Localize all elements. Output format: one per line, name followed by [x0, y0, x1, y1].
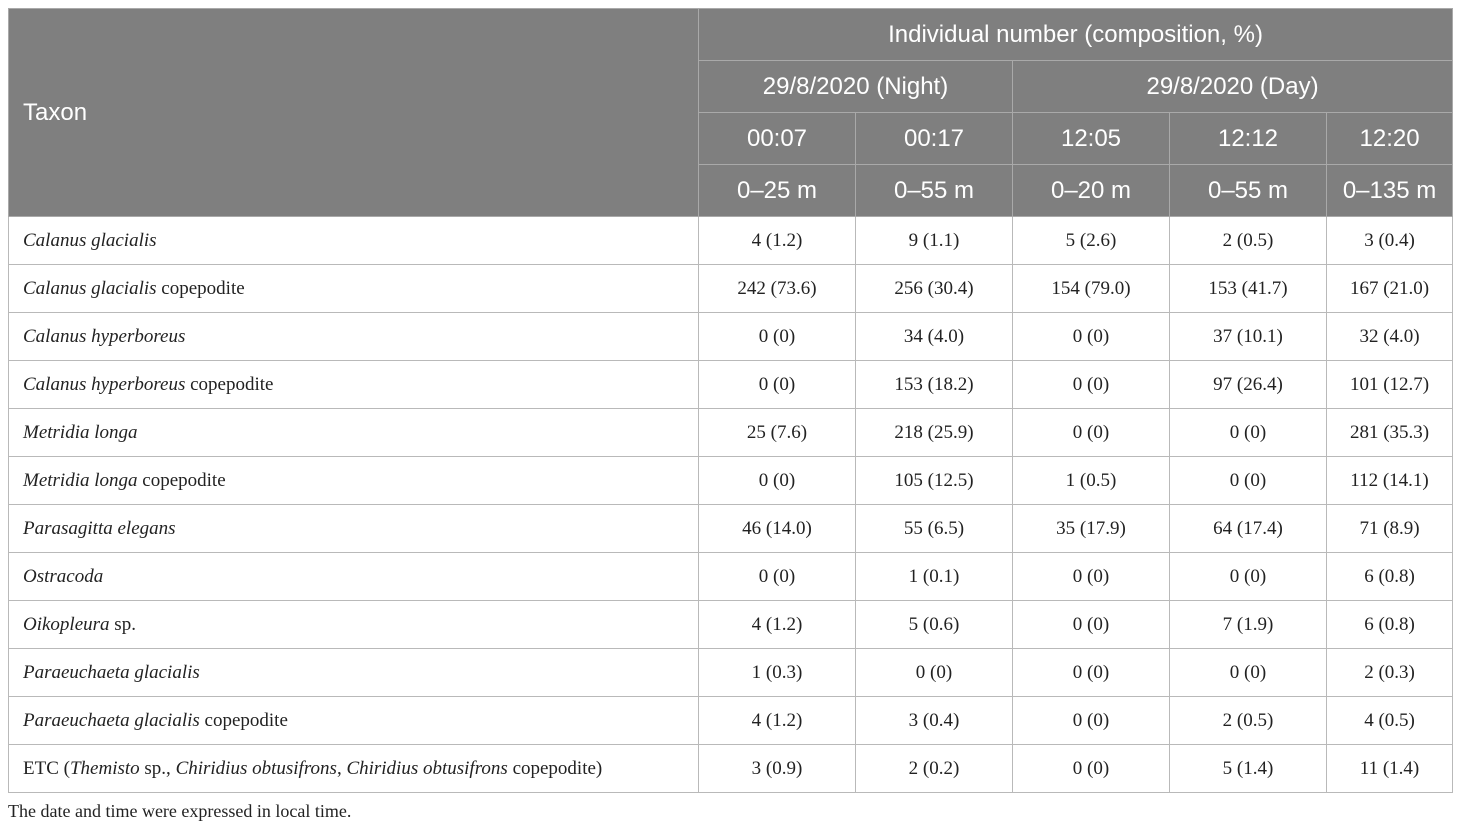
- value-cell: 7 (1.9): [1170, 601, 1327, 649]
- value-cell: 0 (0): [1013, 745, 1170, 793]
- taxon-name-part: Oikopleura: [23, 613, 110, 635]
- table-row: [9, 217, 1453, 265]
- table-row: [9, 361, 1453, 409]
- taxon-name-part: Metridia longa: [23, 421, 138, 443]
- taxon-name-part: ETC (: [23, 757, 70, 779]
- value-cell: 0 (0): [1013, 649, 1170, 697]
- taxon-name-part: sp.,: [139, 757, 176, 779]
- value-cell: 0 (0): [1013, 601, 1170, 649]
- time-header: 00:07: [699, 113, 856, 165]
- taxon-name-part: Metridia longa: [23, 469, 138, 491]
- taxon-cell: [9, 505, 699, 553]
- table-row: [9, 313, 1453, 361]
- value-cell: 0 (0): [699, 457, 856, 505]
- value-cell: 2 (0.5): [1170, 697, 1327, 745]
- value-cell: 0 (0): [1013, 697, 1170, 745]
- value-cell: 46 (14.0): [699, 505, 856, 553]
- table-row: [9, 409, 1453, 457]
- taxon-cell: [9, 361, 699, 409]
- taxon-cell: [9, 553, 699, 601]
- value-cell: 0 (0): [699, 313, 856, 361]
- taxon-name-part: copepodite: [156, 277, 245, 299]
- zooplankton-table: [8, 8, 1453, 793]
- taxon-name-part: Chiridius obtusifrons: [346, 757, 508, 779]
- value-cell: 153 (18.2): [856, 361, 1013, 409]
- value-cell: 35 (17.9): [1013, 505, 1170, 553]
- data-table-container: [8, 8, 1452, 793]
- value-cell: 4 (0.5): [1327, 697, 1453, 745]
- taxon-cell: [9, 745, 699, 793]
- taxon-name-part: sp.: [109, 613, 136, 635]
- value-cell: 32 (4.0): [1327, 313, 1453, 361]
- time-header: 00:17: [856, 113, 1013, 165]
- taxon-cell: [9, 697, 699, 745]
- value-cell: 55 (6.5): [856, 505, 1013, 553]
- value-cell: 256 (30.4): [856, 265, 1013, 313]
- value-cell: 112 (14.1): [1327, 457, 1453, 505]
- value-cell: 2 (0.5): [1170, 217, 1327, 265]
- taxon-cell: [9, 649, 699, 697]
- value-cell: 1 (0.5): [1013, 457, 1170, 505]
- header-row-group: [9, 9, 1453, 61]
- value-cell: 0 (0): [1170, 649, 1327, 697]
- table-footnote: The date and time were expressed in local time.: [8, 801, 352, 821]
- taxon-name-part: ,: [336, 757, 347, 779]
- value-cell: 2 (0.3): [1327, 649, 1453, 697]
- value-cell: 4 (1.2): [699, 697, 856, 745]
- depth-header: 0–55 m: [1170, 165, 1327, 217]
- taxon-name-part: copepodite): [507, 757, 603, 779]
- value-cell: 0 (0): [1013, 553, 1170, 601]
- depth-header: 0–25 m: [699, 165, 856, 217]
- value-cell: 0 (0): [1013, 409, 1170, 457]
- value-cell: 3 (0.9): [699, 745, 856, 793]
- group-title-header: Individual number (composition, %): [699, 9, 1453, 61]
- taxon-cell: [9, 457, 699, 505]
- night-header: 29/8/2020 (Night): [699, 61, 1013, 113]
- taxon-name-part: Calanus glacialis: [23, 229, 157, 251]
- table-row: [9, 649, 1453, 697]
- taxon-name-part: Paraeuchaeta glacialis: [23, 709, 200, 731]
- value-cell: 0 (0): [1013, 361, 1170, 409]
- taxon-name-part: copepodite: [199, 709, 288, 731]
- value-cell: 1 (0.1): [856, 553, 1013, 601]
- depth-header: 0–55 m: [856, 165, 1013, 217]
- table-row: [9, 553, 1453, 601]
- value-cell: 5 (0.6): [856, 601, 1013, 649]
- value-cell: 2 (0.2): [856, 745, 1013, 793]
- value-cell: 101 (12.7): [1327, 361, 1453, 409]
- value-cell: 4 (1.2): [699, 601, 856, 649]
- day-header: 29/8/2020 (Day): [1013, 61, 1453, 113]
- taxon-name-part: Themisto: [69, 757, 140, 779]
- value-cell: 154 (79.0): [1013, 265, 1170, 313]
- taxon-cell: [9, 265, 699, 313]
- depth-header: 0–20 m: [1013, 165, 1170, 217]
- taxon-name-part: Chiridius obtusifrons: [175, 757, 337, 779]
- value-cell: 153 (41.7): [1170, 265, 1327, 313]
- taxon-name-part: Ostracoda: [23, 565, 104, 587]
- taxon-cell: [9, 601, 699, 649]
- table-row: [9, 601, 1453, 649]
- taxon-name-part: Calanus hyperboreus: [23, 325, 186, 347]
- value-cell: 0 (0): [1170, 409, 1327, 457]
- time-header: 12:20: [1327, 113, 1453, 165]
- table-row: [9, 505, 1453, 553]
- table-body: [9, 217, 1453, 793]
- value-cell: 71 (8.9): [1327, 505, 1453, 553]
- table-row: [9, 265, 1453, 313]
- value-cell: 0 (0): [856, 649, 1013, 697]
- taxon-header: Taxon: [9, 9, 699, 217]
- value-cell: 242 (73.6): [699, 265, 856, 313]
- table-row: [9, 457, 1453, 505]
- taxon-name-part: Paraeuchaeta glacialis: [23, 661, 200, 683]
- value-cell: 1 (0.3): [699, 649, 856, 697]
- value-cell: 25 (7.6): [699, 409, 856, 457]
- value-cell: 11 (1.4): [1327, 745, 1453, 793]
- value-cell: 167 (21.0): [1327, 265, 1453, 313]
- value-cell: 37 (10.1): [1170, 313, 1327, 361]
- table-row: [9, 745, 1453, 793]
- value-cell: 3 (0.4): [1327, 217, 1453, 265]
- value-cell: 9 (1.1): [856, 217, 1013, 265]
- taxon-name-part: copepodite: [185, 373, 274, 395]
- depth-header: 0–135 m: [1327, 165, 1453, 217]
- time-header: 12:05: [1013, 113, 1170, 165]
- value-cell: 0 (0): [1170, 553, 1327, 601]
- value-cell: 5 (1.4): [1170, 745, 1327, 793]
- value-cell: 0 (0): [1170, 457, 1327, 505]
- value-cell: 218 (25.9): [856, 409, 1013, 457]
- value-cell: 0 (0): [699, 361, 856, 409]
- taxon-name-part: Parasagitta elegans: [23, 517, 176, 539]
- taxon-cell: [9, 409, 699, 457]
- value-cell: 3 (0.4): [856, 697, 1013, 745]
- value-cell: 105 (12.5): [856, 457, 1013, 505]
- value-cell: 6 (0.8): [1327, 601, 1453, 649]
- value-cell: 5 (2.6): [1013, 217, 1170, 265]
- taxon-name-part: copepodite: [137, 469, 226, 491]
- value-cell: 97 (26.4): [1170, 361, 1327, 409]
- time-header: 12:12: [1170, 113, 1327, 165]
- value-cell: 34 (4.0): [856, 313, 1013, 361]
- taxon-cell: [9, 313, 699, 361]
- taxon-cell: [9, 217, 699, 265]
- value-cell: 0 (0): [699, 553, 856, 601]
- taxon-name-part: Calanus hyperboreus: [23, 373, 186, 395]
- value-cell: 6 (0.8): [1327, 553, 1453, 601]
- value-cell: 4 (1.2): [699, 217, 856, 265]
- value-cell: 281 (35.3): [1327, 409, 1453, 457]
- value-cell: 64 (17.4): [1170, 505, 1327, 553]
- value-cell: 0 (0): [1013, 313, 1170, 361]
- taxon-name-part: Calanus glacialis: [23, 277, 157, 299]
- table-row: [9, 697, 1453, 745]
